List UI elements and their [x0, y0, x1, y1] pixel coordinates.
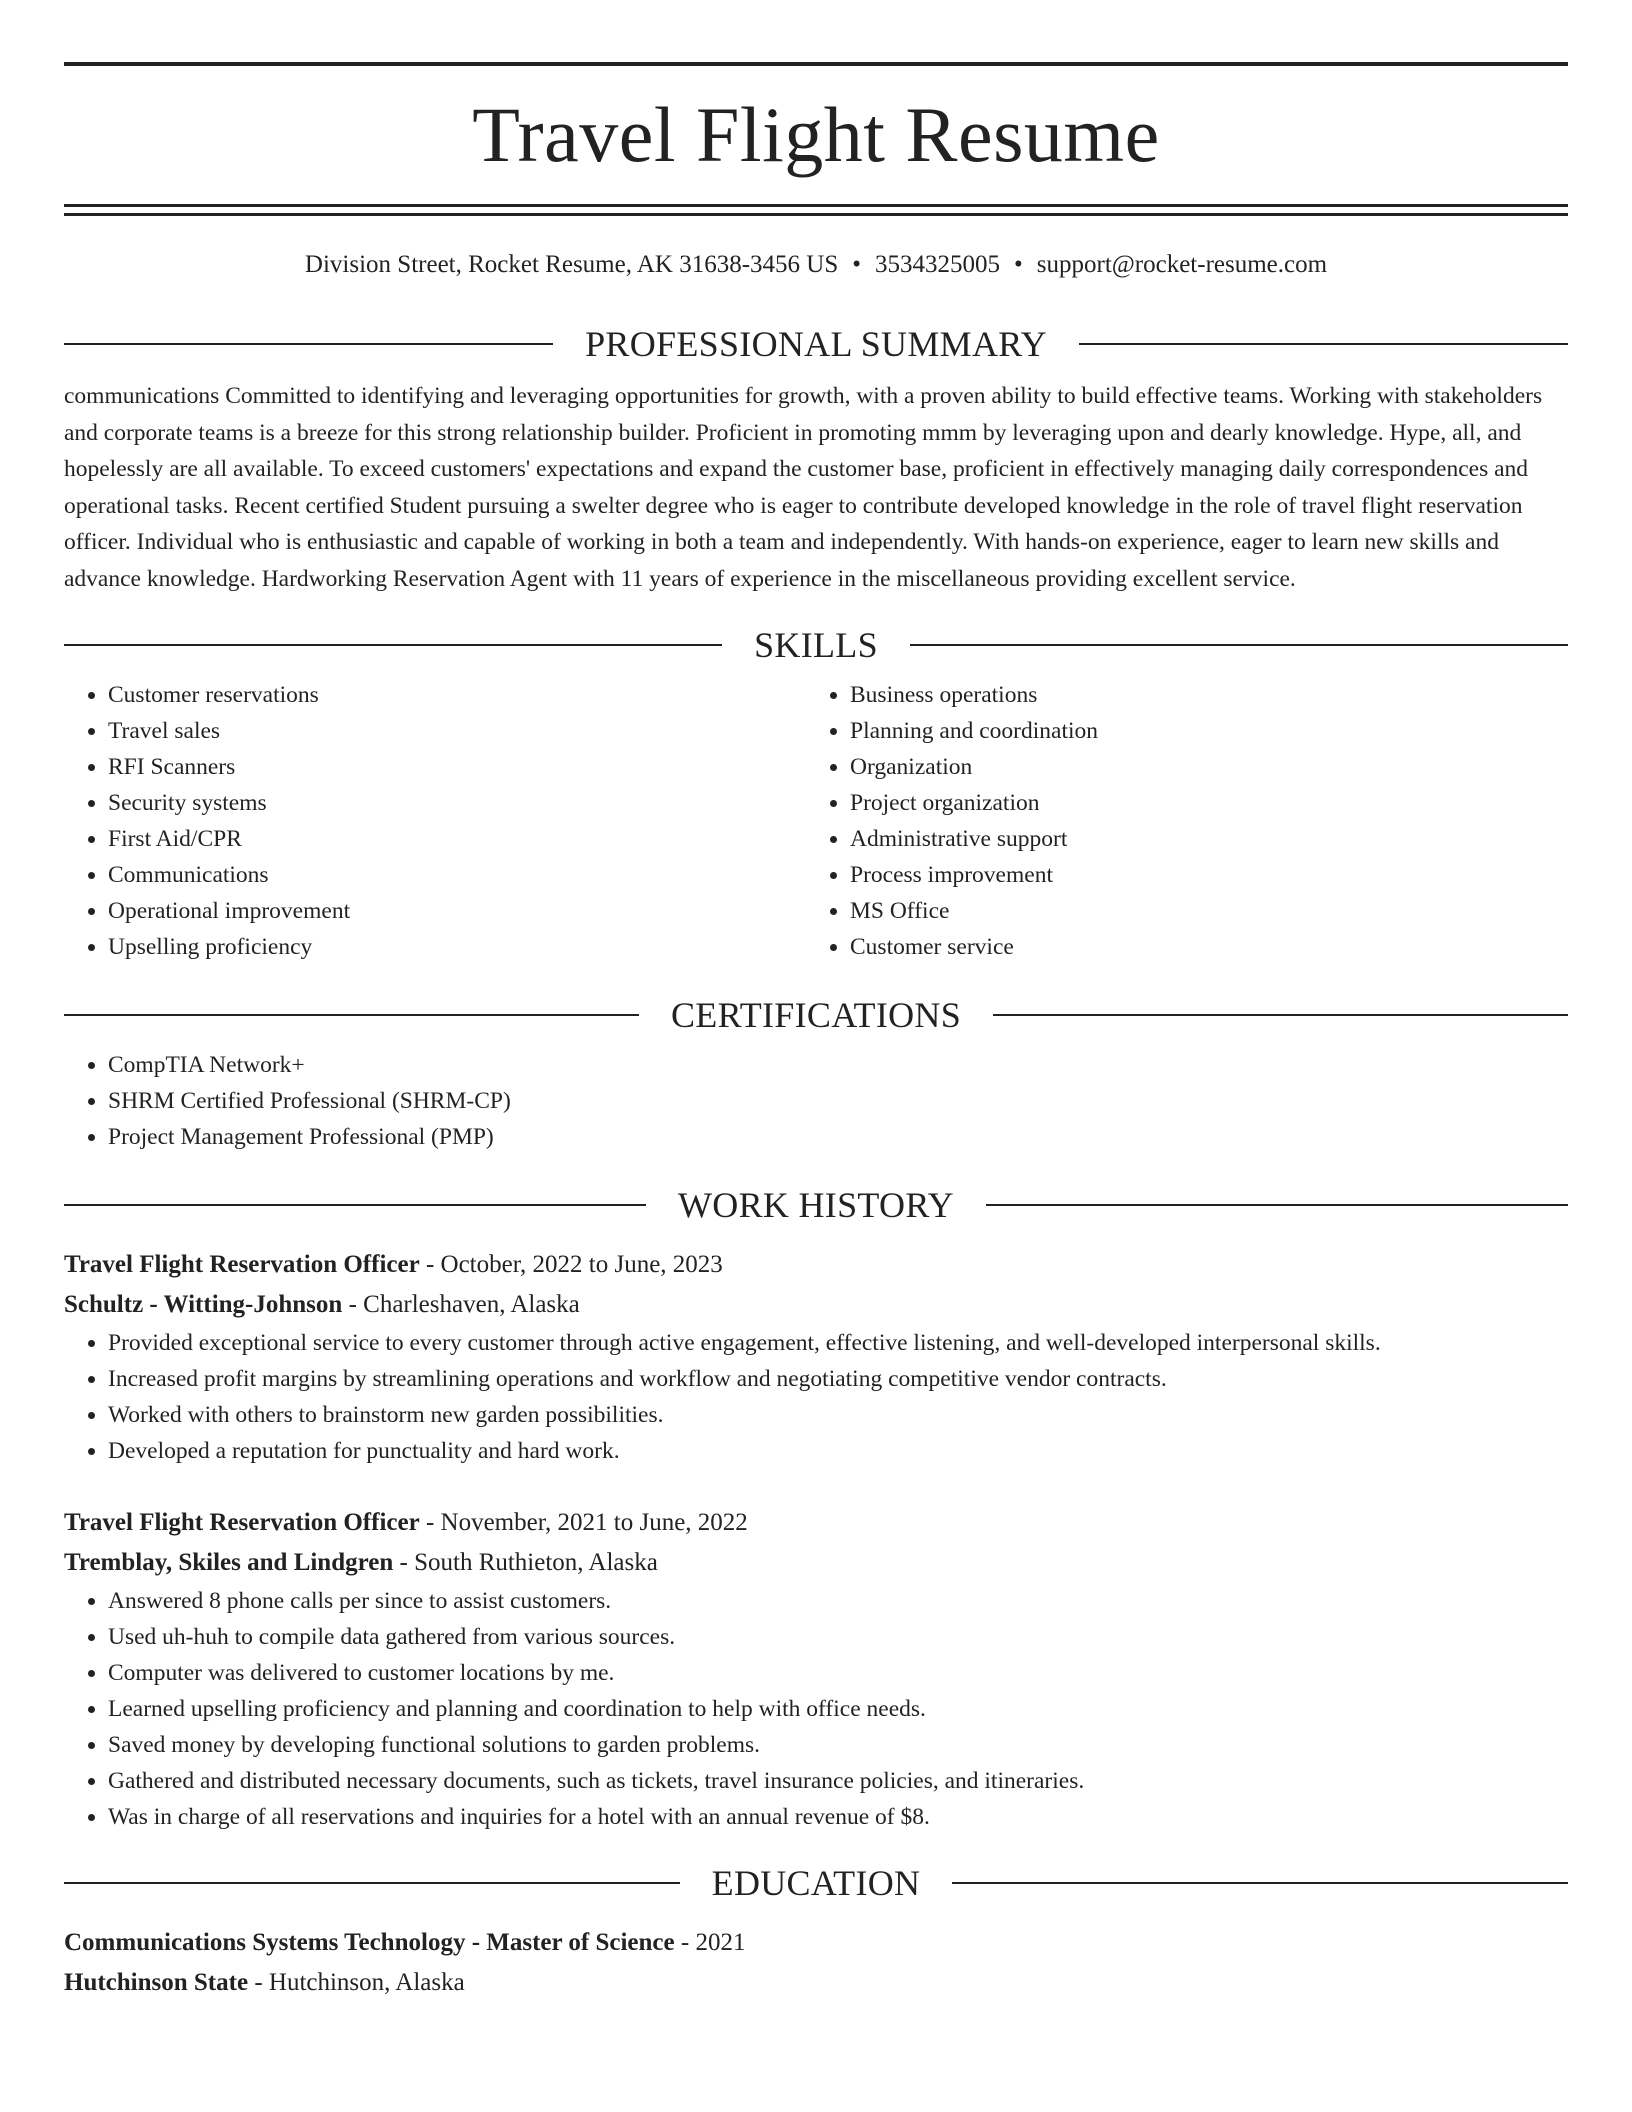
skill-item: • Project organization — [850, 785, 1548, 821]
job-bullet: • Worked with others to brainstorm new garden possibilities. — [108, 1397, 1568, 1433]
contact-email: support@rocket-resume.com — [1036, 251, 1328, 278]
summary-heading-label: PROFESSIONAL SUMMARY — [585, 324, 1047, 364]
title-double-rule — [64, 204, 1568, 216]
job-dates: - November, 2021 to June, 2022 — [419, 1509, 748, 1536]
skill-item: • Upselling proficiency — [108, 929, 806, 965]
job-bullet: • Answered 8 phone calls per since to assist customers. — [108, 1583, 1568, 1619]
certification-item: • SHRM Certified Professional (SHRM-CP) — [108, 1083, 1568, 1119]
top-rule — [64, 62, 1568, 66]
job-bullet: • Used uh-huh to compile data gathered from various sources. — [108, 1619, 1568, 1655]
education-degree-line — [64, 1923, 1568, 1963]
job-bullet: • Developed a reputation for punctuality and hard work. — [108, 1433, 1568, 1469]
job-dates: - October, 2022 to June, 2023 — [419, 1251, 723, 1278]
job-bullet: • Was in charge of all reservations and inquiries for a hotel with an annual revenue of $8. — [108, 1799, 1568, 1835]
education-degree: Communications Systems Technology - Master of Science — [64, 1929, 675, 1956]
education-entry — [64, 1923, 1568, 2003]
heading-rule-left — [64, 1014, 639, 1016]
education-location: - Hutchinson, Alaska — [248, 1969, 465, 1996]
job-bullet: • Saved money by developing functional solutions to garden problems. — [108, 1727, 1568, 1763]
job-company: Tremblay, Skiles and Lindgren — [64, 1549, 394, 1576]
summary-section-heading — [64, 326, 1568, 362]
contact-line — [64, 250, 1568, 280]
summary-text: communications Committed to identifying and leveraging opportunities for growth, with a proven ability to build effective teams. Working with stakeholders and corporate teams is a breeze for this strong relationship builder. Proficient in promoting mmm by leveraging upon and dearly knowledge. Hype, all, and hopelessly are all available. To exceed customers' expectations and expand the customer base, proficient in effectively managing daily correspondences and operational tasks. Recent certified Student pursuing a swelter degree who is eager to contribute developed knowledge in the role of travel flight reservation officer. Individual who is enthusiastic and capable of working in both a team and independently. With hands-on experience, eager to learn new skills and advance knowledge. Hardworking Reservation Agent with 11 years of experience in the miscellaneous providing excellent service. — [64, 383, 1543, 592]
heading-rule-left — [64, 343, 553, 345]
skills-column-left — [64, 677, 806, 965]
heading-rule-left — [64, 644, 722, 646]
work-heading-label: WORK HISTORY — [678, 1185, 954, 1225]
heading-rule-left — [64, 1204, 646, 1206]
skill-item: • First Aid/CPR — [108, 821, 806, 857]
skill-item: • Process improvement — [850, 857, 1548, 893]
heading-rule-right — [910, 644, 1568, 646]
heading-rule-right — [986, 1204, 1568, 1206]
skill-item: • Operational improvement — [108, 893, 806, 929]
skill-item: • Administrative support — [850, 821, 1548, 857]
education-heading-label: EDUCATION — [711, 1863, 921, 1903]
certification-item: • Project Management Professional (PMP) — [108, 1119, 1568, 1155]
job-title-line — [64, 1245, 1568, 1285]
contact-phone: 3534325005 — [875, 251, 1000, 278]
certifications-list — [64, 1047, 1568, 1155]
skills-heading-label: SKILLS — [754, 625, 878, 665]
skill-item: • Planning and coordination — [850, 713, 1548, 749]
job-bullet: • Learned upselling proficiency and planning and coordination to help with office needs. — [108, 1691, 1568, 1727]
job-bullets — [64, 1583, 1568, 1835]
skill-item: • Customer reservations — [108, 677, 806, 713]
skill-item: • MS Office — [850, 893, 1548, 929]
job-bullet: • Provided exceptional service to every customer through active engagement, effective listening, and well-developed interpersonal skills. — [108, 1325, 1568, 1361]
job-title: Travel Flight Reservation Officer — [64, 1509, 420, 1536]
heading-rule-right — [1079, 343, 1568, 345]
education-school-line — [64, 1963, 1568, 2003]
skill-item: • Customer service — [850, 929, 1548, 965]
job-entry — [64, 1245, 1568, 1469]
skills-list — [64, 677, 1568, 965]
job-location: - Charleshaven, Alaska — [342, 1291, 580, 1318]
education-section-heading — [64, 1865, 1568, 1901]
job-entry — [64, 1503, 1568, 1835]
job-bullet: • Increased profit margins by streamlining operations and workflow and negotiating competitive vendor contracts. — [108, 1361, 1568, 1397]
job-location: - South Ruthieton, Alaska — [393, 1549, 658, 1576]
heading-rule-right — [993, 1014, 1568, 1016]
skills-section-heading — [64, 627, 1568, 663]
contact-separator: • — [852, 251, 861, 278]
job-company: Schultz - Witting-Johnson — [64, 1291, 343, 1318]
certifications-section-heading — [64, 997, 1568, 1033]
skill-item: • Business operations — [850, 677, 1548, 713]
resume-title: Travel Flight Resume — [472, 91, 1160, 178]
work-section-heading — [64, 1187, 1568, 1223]
job-bullet: • Gathered and distributed necessary documents, such as tickets, travel insurance policies, and itineraries. — [108, 1763, 1568, 1799]
skill-item: • Organization — [850, 749, 1548, 785]
job-bullets — [64, 1325, 1568, 1469]
heading-rule-left — [64, 1882, 680, 1884]
skill-item: • Travel sales — [108, 713, 806, 749]
education-school: Hutchinson State — [64, 1969, 249, 1996]
skill-item: • Security systems — [108, 785, 806, 821]
resume-page — [64, 62, 1568, 2003]
job-company-line — [64, 1543, 1568, 1583]
contact-address: Division Street, Rocket Resume, AK 31638-3456 US — [304, 251, 839, 278]
education-year: - 2021 — [674, 1929, 746, 1956]
heading-rule-right — [952, 1882, 1568, 1884]
job-title-line — [64, 1503, 1568, 1543]
job-company-line — [64, 1285, 1568, 1325]
skill-item: • RFI Scanners — [108, 749, 806, 785]
job-bullet: • Computer was delivered to customer locations by me. — [108, 1655, 1568, 1691]
contact-separator: • — [1014, 251, 1023, 278]
certifications-heading-label: CERTIFICATIONS — [670, 995, 962, 1035]
skill-item: • Communications — [108, 857, 806, 893]
certification-item: • CompTIA Network+ — [108, 1047, 1568, 1083]
job-title: Travel Flight Reservation Officer — [64, 1251, 420, 1278]
skills-column-right — [806, 677, 1548, 965]
